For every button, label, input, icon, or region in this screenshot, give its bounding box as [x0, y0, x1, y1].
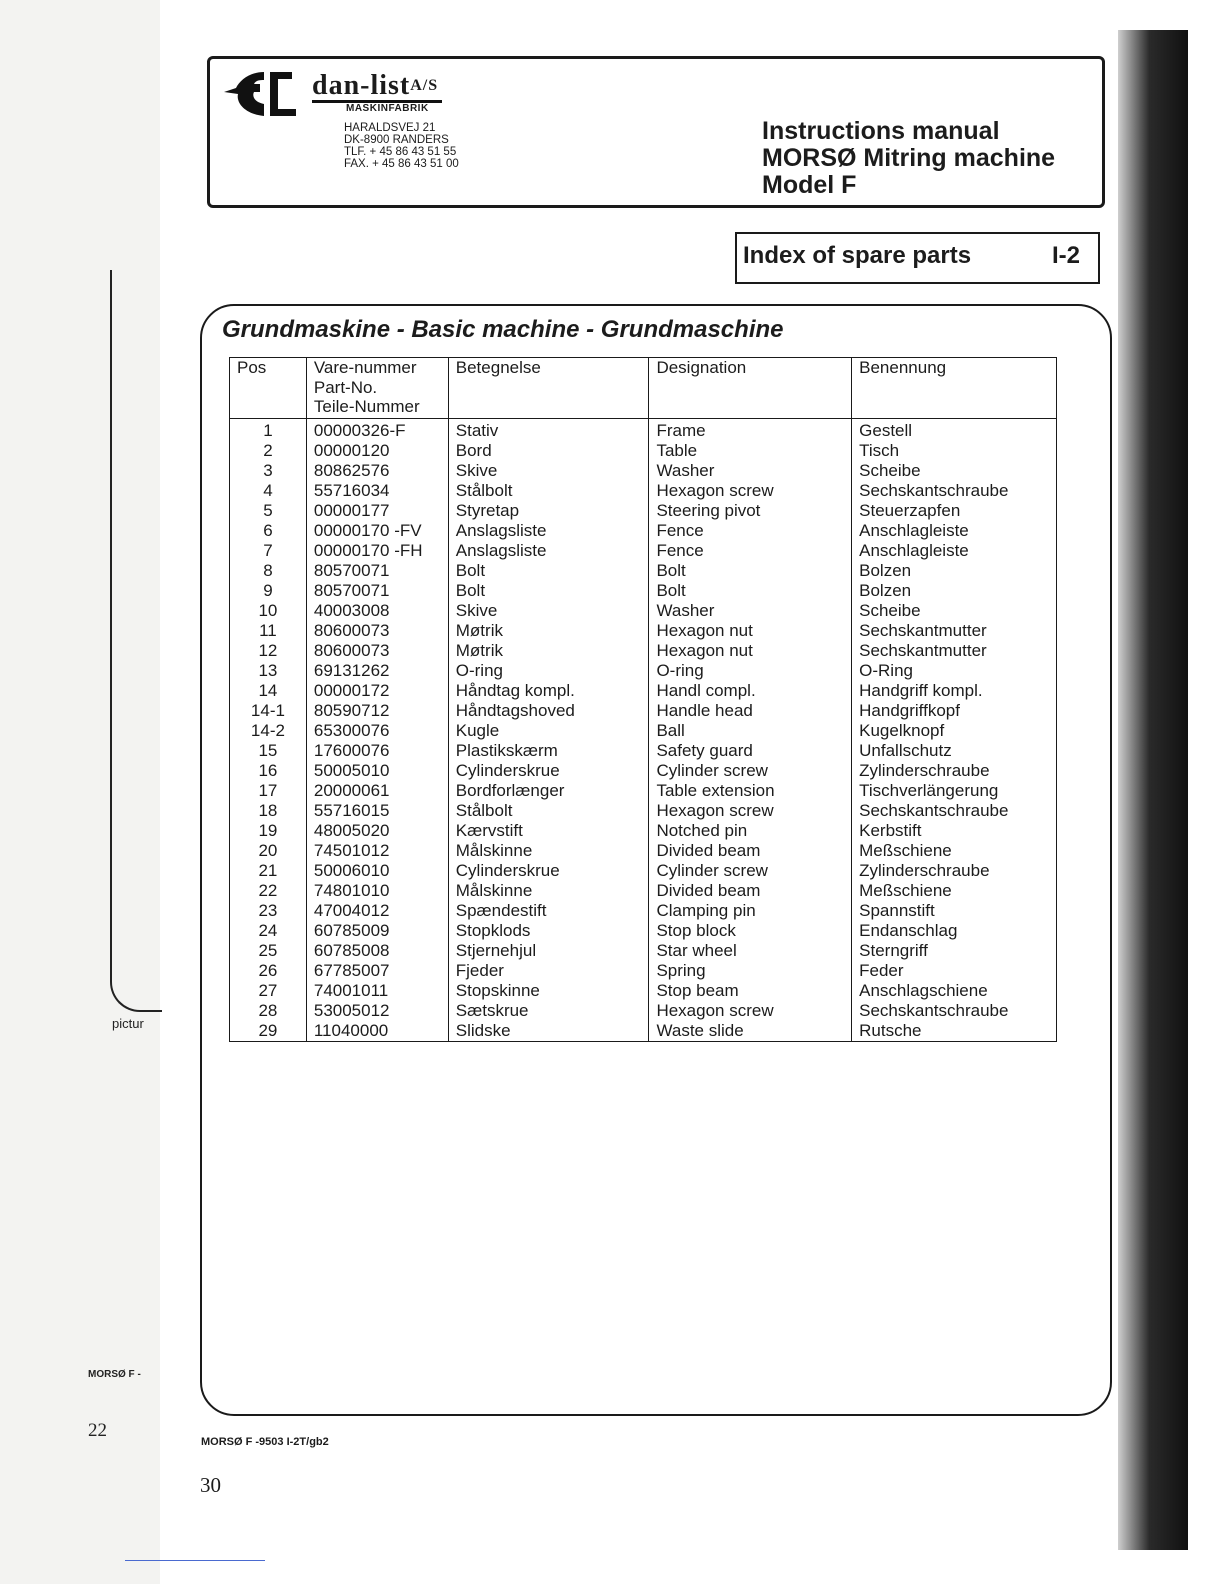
cell-part-number: 74001011 — [306, 981, 448, 1001]
cell-german-name: Tisch — [852, 441, 1057, 461]
cell-part-number: 74501012 — [306, 841, 448, 861]
cell-german-name: Sechskantschraube — [852, 1001, 1057, 1021]
cell-pos: 27 — [230, 981, 307, 1001]
cell-part-number: 40003008 — [306, 601, 448, 621]
table-row — [230, 621, 1057, 641]
cell-german-name: Sechskantschraube — [852, 801, 1057, 821]
table-row — [230, 521, 1057, 541]
cell-part-number: 69131262 — [306, 661, 448, 681]
cell-danish-name: Stjernehjul — [448, 941, 649, 961]
cell-danish-name: Skive — [448, 601, 649, 621]
table-row — [230, 681, 1057, 701]
cell-english-name: Divided beam — [649, 841, 852, 861]
address-line: FAX. + 45 86 43 51 00 — [344, 158, 459, 170]
cell-german-name: Scheibe — [852, 601, 1057, 621]
cell-part-number: 80600073 — [306, 621, 448, 641]
cell-german-name: Spannstift — [852, 901, 1057, 921]
cell-pos: 16 — [230, 761, 307, 781]
cell-english-name: Hexagon screw — [649, 801, 852, 821]
cell-danish-name: Bordforlænger — [448, 781, 649, 801]
cell-part-number: 74801010 — [306, 881, 448, 901]
cell-english-name: O-ring — [649, 661, 852, 681]
cell-english-name: Notched pin — [649, 821, 852, 841]
cell-part-number: 53005012 — [306, 1001, 448, 1021]
cell-danish-name: Cylinderskrue — [448, 861, 649, 881]
table-row — [230, 1021, 1057, 1042]
cell-danish-name: Bord — [448, 441, 649, 461]
cell-danish-name: Styretap — [448, 501, 649, 521]
table-row — [230, 861, 1057, 881]
cell-danish-name: Målskinne — [448, 881, 649, 901]
cell-german-name: Scheibe — [852, 461, 1057, 481]
cell-german-name: Meßschiene — [852, 841, 1057, 861]
cell-part-number: 60785009 — [306, 921, 448, 941]
company-address — [344, 122, 459, 170]
cell-part-number: 00000170 -FH — [306, 541, 448, 561]
cell-pos: 14-1 — [230, 701, 307, 721]
cell-part-number: 17600076 — [306, 741, 448, 761]
cell-german-name: O-Ring — [852, 661, 1057, 681]
cell-danish-name: Stativ — [448, 419, 649, 442]
cell-pos: 12 — [230, 641, 307, 661]
cell-danish-name: Fjeder — [448, 961, 649, 981]
document-code: MORSØ F -9503 I-2T/gb2 — [201, 1436, 329, 1448]
cell-part-number: 00000170 -FV — [306, 521, 448, 541]
table-row — [230, 921, 1057, 941]
table-row — [230, 419, 1057, 442]
left-page-picture-label: pictur — [112, 1016, 144, 1031]
cell-part-number: 48005020 — [306, 821, 448, 841]
table-row — [230, 461, 1057, 481]
cell-german-name: Sterngriff — [852, 941, 1057, 961]
cell-english-name: Hexagon nut — [649, 641, 852, 661]
cell-danish-name: Skive — [448, 461, 649, 481]
address-line: TLF. + 45 86 43 51 55 — [344, 146, 457, 158]
cell-pos: 23 — [230, 901, 307, 921]
cell-german-name: Kerbstift — [852, 821, 1057, 841]
cell-english-name: Handle head — [649, 701, 852, 721]
cell-german-name: Endanschlag — [852, 921, 1057, 941]
table-row — [230, 641, 1057, 661]
table-row — [230, 481, 1057, 501]
table-row — [230, 601, 1057, 621]
cell-german-name: Kugelknopf — [852, 721, 1057, 741]
table-row — [230, 741, 1057, 761]
table-row — [230, 841, 1057, 861]
cell-pos: 15 — [230, 741, 307, 761]
cell-part-number: 55716015 — [306, 801, 448, 821]
cell-danish-name: Stålbolt — [448, 801, 649, 821]
cell-part-number: 47004012 — [306, 901, 448, 921]
cell-english-name: Table extension — [649, 781, 852, 801]
cell-pos: 13 — [230, 661, 307, 681]
cell-part-number: 80600073 — [306, 641, 448, 661]
table-row — [230, 901, 1057, 921]
dan-list-logo-icon — [220, 66, 300, 126]
left-page-footer: MORSØ F - — [88, 1369, 141, 1380]
cell-english-name: Cylinder screw — [649, 861, 852, 881]
index-label: Index of spare parts — [743, 242, 972, 269]
cell-german-name: Steuerzapfen — [852, 501, 1057, 521]
cell-english-name: Safety guard — [649, 741, 852, 761]
cell-german-name: Anschlagleiste — [852, 541, 1057, 561]
col-header-part-no: Vare-nummer Part-No. Teile-Nummer — [306, 358, 448, 419]
cell-pos: 14-2 — [230, 721, 307, 741]
cell-part-number: 00000326-F — [306, 419, 448, 442]
cell-english-name: Ball — [649, 721, 852, 741]
address-line: DK-8900 RANDERS — [344, 134, 449, 146]
cell-part-number: 50006010 — [306, 861, 448, 881]
cell-pos: 3 — [230, 461, 307, 481]
cell-english-name: Divided beam — [649, 881, 852, 901]
cell-german-name: Anschlagschiene — [852, 981, 1057, 1001]
cell-german-name: Anschlagleiste — [852, 521, 1057, 541]
cell-danish-name: Kærvstift — [448, 821, 649, 841]
cell-pos: 9 — [230, 581, 307, 601]
cell-danish-name: Sætskrue — [448, 1001, 649, 1021]
cell-danish-name: Stålbolt — [448, 481, 649, 501]
col-header-benennung: Benennung — [852, 358, 1057, 419]
cell-pos: 11 — [230, 621, 307, 641]
cell-danish-name: Håndtag kompl. — [448, 681, 649, 701]
cell-pos: 5 — [230, 501, 307, 521]
cell-pos: 6 — [230, 521, 307, 541]
cell-pos: 18 — [230, 801, 307, 821]
table-row — [230, 801, 1057, 821]
cell-danish-name: Kugle — [448, 721, 649, 741]
cell-pos: 10 — [230, 601, 307, 621]
table-row — [230, 541, 1057, 561]
cell-pos: 29 — [230, 1021, 307, 1042]
cell-part-number: 11040000 — [306, 1021, 448, 1042]
table-row — [230, 941, 1057, 961]
cell-pos: 1 — [230, 419, 307, 442]
cell-danish-name: Bolt — [448, 561, 649, 581]
section-title: Grundmaskine - Basic machine - Grundmaschine — [222, 316, 784, 343]
cell-danish-name: Cylinderskrue — [448, 761, 649, 781]
table-row — [230, 561, 1057, 581]
cell-german-name: Zylinderschraube — [852, 761, 1057, 781]
cell-english-name: Spring — [649, 961, 852, 981]
cell-part-number: 00000120 — [306, 441, 448, 461]
cell-danish-name: Spændestift — [448, 901, 649, 921]
brand-subtitle: MASKINFABRIK — [346, 103, 429, 114]
cell-pos: 19 — [230, 821, 307, 841]
cell-english-name: Washer — [649, 461, 852, 481]
cell-english-name: Star wheel — [649, 941, 852, 961]
title-line: Instructions manual — [762, 117, 1000, 145]
cell-danish-name: Anslagsliste — [448, 541, 649, 561]
cell-german-name: Unfallschutz — [852, 741, 1057, 761]
table-row — [230, 961, 1057, 981]
cell-pos: 28 — [230, 1001, 307, 1021]
table-row — [230, 881, 1057, 901]
cell-danish-name: Plastikskærm — [448, 741, 649, 761]
cell-danish-name: Møtrik — [448, 641, 649, 661]
cell-english-name: Table — [649, 441, 852, 461]
left-page-number: 22 — [88, 1420, 107, 1441]
cell-german-name: Tischverlängerung — [852, 781, 1057, 801]
cell-english-name: Waste slide — [649, 1021, 852, 1042]
cell-german-name: Sechskantmutter — [852, 621, 1057, 641]
cell-english-name: Washer — [649, 601, 852, 621]
cell-english-name: Fence — [649, 541, 852, 561]
cell-english-name: Cylinder screw — [649, 761, 852, 781]
cell-german-name: Meßschiene — [852, 881, 1057, 901]
cell-german-name: Bolzen — [852, 561, 1057, 581]
spare-parts-table — [229, 357, 1057, 1042]
cell-danish-name: Bolt — [448, 581, 649, 601]
cell-danish-name: Målskinne — [448, 841, 649, 861]
cell-german-name: Rutsche — [852, 1021, 1057, 1042]
cell-pos: 20 — [230, 841, 307, 861]
title-line: MORSØ Mitring machine — [762, 144, 1056, 172]
cell-pos: 25 — [230, 941, 307, 961]
cell-part-number: 55716034 — [306, 481, 448, 501]
cell-part-number: 60785008 — [306, 941, 448, 961]
cell-english-name: Stop beam — [649, 981, 852, 1001]
cell-english-name: Clamping pin — [649, 901, 852, 921]
cell-english-name: Steering pivot — [649, 501, 852, 521]
cell-german-name: Sechskantmutter — [852, 641, 1057, 661]
table-row — [230, 821, 1057, 841]
title-line: Model F — [762, 171, 857, 199]
cell-danish-name: Slidske — [448, 1021, 649, 1042]
cell-pos: 14 — [230, 681, 307, 701]
cell-pos: 4 — [230, 481, 307, 501]
cell-part-number: 65300076 — [306, 721, 448, 741]
index-code: I-2 — [1052, 242, 1081, 269]
manual-title — [762, 118, 1055, 199]
cell-german-name: Sechskantschraube — [852, 481, 1057, 501]
table-row — [230, 501, 1057, 521]
col-header-designation: Designation — [649, 358, 852, 419]
table-row — [230, 581, 1057, 601]
cell-pos: 24 — [230, 921, 307, 941]
table-row — [230, 1001, 1057, 1021]
col-header-pos: Pos — [230, 358, 307, 419]
cell-part-number: 00000172 — [306, 681, 448, 701]
cell-german-name: Bolzen — [852, 581, 1057, 601]
cell-part-number: 67785007 — [306, 961, 448, 981]
table-row — [230, 661, 1057, 681]
book-binding-shadow — [1118, 30, 1188, 1550]
cell-english-name: Hexagon nut — [649, 621, 852, 641]
cell-german-name: Feder — [852, 961, 1057, 981]
table-row — [230, 981, 1057, 1001]
cell-part-number: 50005010 — [306, 761, 448, 781]
table-row — [230, 701, 1057, 721]
cell-part-number: 20000061 — [306, 781, 448, 801]
cell-danish-name: Håndtagshoved — [448, 701, 649, 721]
cell-english-name: Hexagon screw — [649, 481, 852, 501]
cell-part-number: 80570071 — [306, 561, 448, 581]
brand-name: dan-list$^{A/S}$ — [312, 72, 442, 103]
table-header-row — [230, 358, 1057, 419]
cell-pos: 8 — [230, 561, 307, 581]
cell-english-name: Bolt — [649, 581, 852, 601]
cell-english-name: Frame — [649, 419, 852, 442]
cell-pos: 7 — [230, 541, 307, 561]
cell-part-number: 80590712 — [306, 701, 448, 721]
cell-english-name: Fence — [649, 521, 852, 541]
table-row — [230, 441, 1057, 461]
cell-pos: 21 — [230, 861, 307, 881]
cell-english-name: Bolt — [649, 561, 852, 581]
cell-part-number: 00000177 — [306, 501, 448, 521]
cell-danish-name: Anslagsliste — [448, 521, 649, 541]
cell-english-name: Stop block — [649, 921, 852, 941]
page-number: 30 — [200, 1473, 221, 1497]
cell-german-name: Gestell — [852, 419, 1057, 442]
bottom-rule — [125, 1560, 265, 1561]
cell-german-name: Zylinderschraube — [852, 861, 1057, 881]
col-header-betegnelse: Betegnelse — [448, 358, 649, 419]
cell-danish-name: Stopklods — [448, 921, 649, 941]
table-row — [230, 761, 1057, 781]
address-line: HARALDSVEJ 21 — [344, 122, 436, 134]
cell-danish-name: Møtrik — [448, 621, 649, 641]
cell-pos: 22 — [230, 881, 307, 901]
left-page-frame — [110, 270, 162, 1012]
cell-english-name: Hexagon screw — [649, 1001, 852, 1021]
cell-part-number: 80570071 — [306, 581, 448, 601]
cell-danish-name: Stopskinne — [448, 981, 649, 1001]
cell-pos: 17 — [230, 781, 307, 801]
cell-pos: 2 — [230, 441, 307, 461]
cell-danish-name: O-ring — [448, 661, 649, 681]
table-row — [230, 721, 1057, 741]
cell-german-name: Handgriff kompl. — [852, 681, 1057, 701]
cell-german-name: Handgriffkopf — [852, 701, 1057, 721]
cell-part-number: 80862576 — [306, 461, 448, 481]
cell-english-name: Handl compl. — [649, 681, 852, 701]
cell-pos: 26 — [230, 961, 307, 981]
table-row — [230, 781, 1057, 801]
